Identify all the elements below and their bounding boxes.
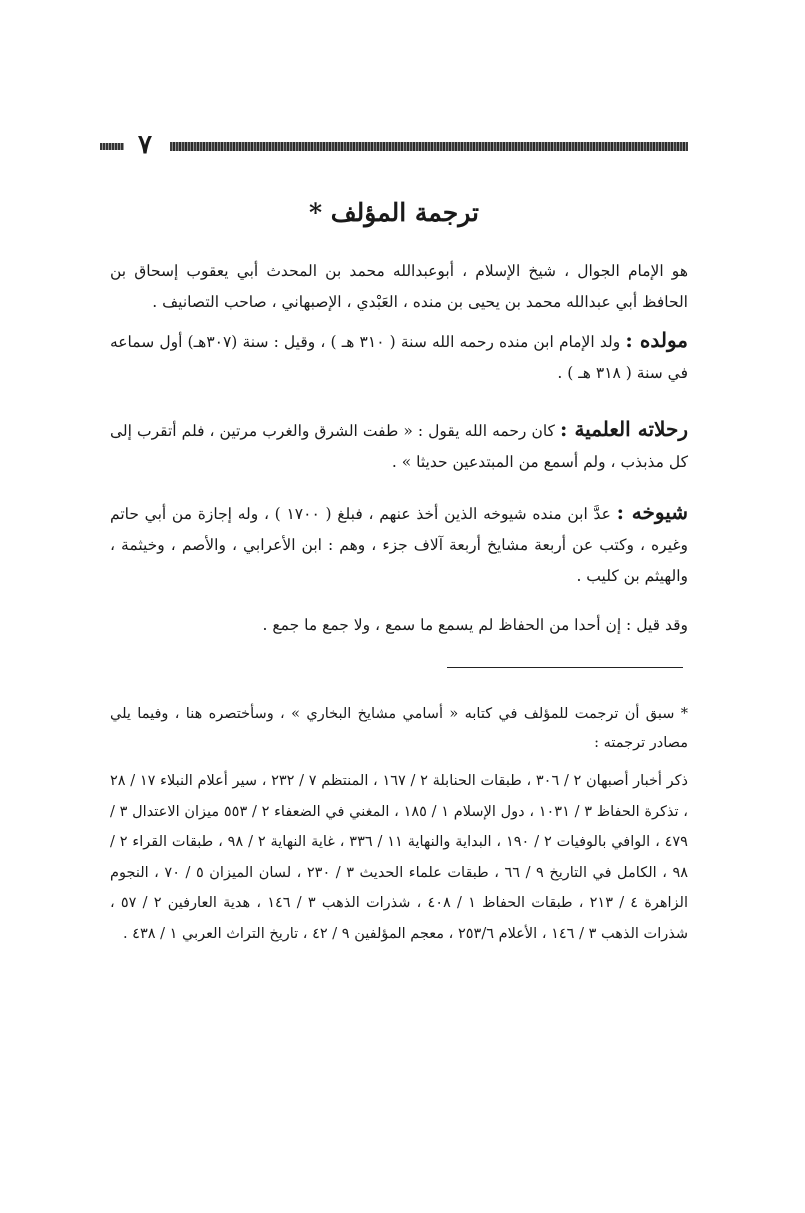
birth-text: ولد الإمام ابن منده رحمه الله سنة ( ٣١٠ هـ ) ، وقيل : سنة (٣٠٧هـ) أول سماعه في سنة ( ٣١٨ هـ ) . bbox=[110, 333, 688, 382]
header-rule bbox=[170, 142, 688, 151]
saying-paragraph: وقد قيل : إن أحدا من الحفاظ لم يسمع ما سمع ، ولا جمع ما جمع . bbox=[262, 616, 688, 634]
chapter-title: ترجمة المؤلف * bbox=[309, 198, 479, 227]
birth-heading: مولده : bbox=[625, 328, 688, 352]
teachers-text: عدَّ ابن منده شيوخه الذين أخذ عنهم ، فبلغ ( ١٧٠٠ ) ، وله إجازة من أبي حاتم وغيره ، وكتب عن أربعة مشايخ أربعة آلاف جزء ، وهم : ابن الأعرابي ، والأصم ، وخيثمة ، والهيثم بن كليب . bbox=[110, 505, 688, 585]
teachers-paragraph bbox=[110, 497, 688, 592]
travels-heading: رحلاته العلمية : bbox=[559, 417, 688, 441]
header-ornament-small bbox=[100, 143, 124, 150]
travels-paragraph bbox=[110, 414, 688, 478]
birth-paragraph bbox=[110, 325, 688, 389]
travels-text: كان رحمه الله يقول : « طفت الشرق والغرب مرتين ، فلم أتقرب إلى كل مذبذب ، ولم أسمع من المبتدعين حديثا » . bbox=[110, 422, 688, 471]
footnote-divider bbox=[447, 667, 683, 668]
footnote-sources: ذكر أخبار أصبهان ٢ / ٣٠٦ ، طبقات الحنابلة ٢ / ١٦٧ ، المنتظم ٧ / ٢٣٢ ، سير أعلام النبلاء ١٧ / ٢٨ ، تذكرة الحفاظ ٣ / ١٠٣١ ، دول الإسلام ١ / ١٨٥ ، المغني في الضعفاء ٢ / ٥٥٣ ميزان الاعتدال ٣ / ٤٧٩ ، الوافي بالوفيات ٢ / ١٩٠ ، البداية والنهاية ١١ / ٣٣٦ ، غاية النهاية ٢ / ٩٨ ، طبقات القراء ٢ / ٩٨ ، الكامل في التاريخ ٩ / ٦٦ ، طبقات علماء الحديث ٣ / ٢٣٠ ، لسان الميزان ٥ / ٧٠ ، النجوم الزاهرة ٤ / ٢١٣ ، طبقات الحفاظ ١ / ٤٠٨ ، شذرات الذهب ٣ / ١٤٦ ، هدية العارفين ٢ / ٥٧ ، شذرات الذهب ٣ / ١٤٦ ، الأعلام ٢٥٣/٦ ، معجم المؤلفين ٩ / ٤٢ ، تاريخ التراث العربي ١ / ٤٣٨ . bbox=[110, 773, 689, 942]
teachers-heading: شيوخه : bbox=[616, 500, 688, 524]
footnote-note: * سبق أن ترجمت للمؤلف في كتابه « أسامي مشايخ البخاري » ، وسأختصره هنا ، وفيما يلي مصادر ترجمته : bbox=[110, 706, 688, 751]
intro-paragraph: هو الإمام الجوال ، شيخ الإسلام ، أبوعبدالله محمد بن المحدث أبي يعقوب إسحاق بن الحافظ أبي عبدالله محمد بن يحيى بن منده ، العَبْدي ، الإصبهاني ، صاحب التصانيف . bbox=[110, 262, 688, 311]
page-number: ٧ bbox=[138, 130, 152, 160]
page-header bbox=[100, 130, 688, 160]
